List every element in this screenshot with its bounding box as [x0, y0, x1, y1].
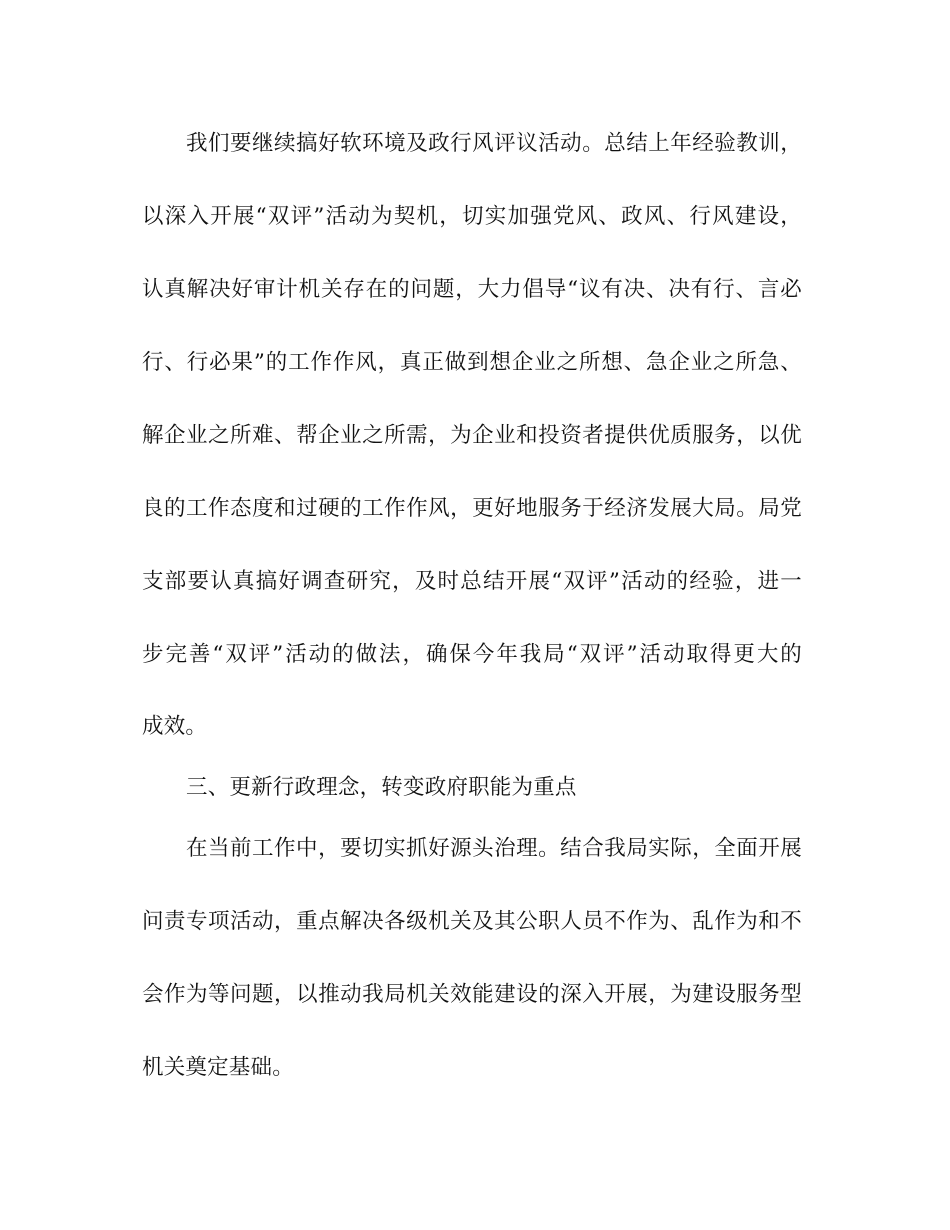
paragraph-1-line-8: 步完善“双评”活动的做法，确保今年我局“双评”活动取得更大的	[142, 642, 802, 667]
paragraph-1-line-9: 成效。	[142, 714, 208, 739]
section-heading: 三、更新行政理念，转变政府职能为重点	[186, 775, 577, 800]
paragraph-1-line-7: 支部要认真搞好调查研究，及时总结开展“双评”活动的经验，进一	[142, 569, 802, 594]
paragraph-1-line-6: 良的工作态度和过硬的工作作风，更好地服务于经济发展大局。局党	[142, 496, 802, 521]
paragraph-2-line-3: 会作为等问题，以推动我局机关效能建设的深入开展，为建设服务型	[142, 982, 802, 1007]
paragraph-1-line-5: 解企业之所难、帮企业之所需，为企业和投资者提供优质服务，以优	[142, 423, 802, 448]
paragraph-1-line-2: 以深入开展“双评”活动为契机，切实加强党风、政风、行风建设，	[142, 204, 802, 229]
paragraph-2-line-2: 问责专项活动，重点解决各级机关及其公职人员不作为、乱作为和不	[142, 909, 802, 934]
paragraph-1-line-3: 认真解决好审计机关存在的问题，大力倡导“议有决、决有行、言必	[142, 277, 802, 302]
paragraph-2-line-1: 在当前工作中，要切实抓好源头治理。结合我局实际，全面开展	[186, 836, 802, 861]
paragraph-1-line-4: 行、行必果”的工作作风，真正做到想企业之所想、急企业之所急、	[142, 350, 802, 375]
paragraph-2-line-4: 机关奠定基础。	[142, 1055, 294, 1080]
paragraph-1-line-1: 我们要继续搞好软环境及政行风评议活动。总结上年经验教训，	[186, 131, 802, 156]
